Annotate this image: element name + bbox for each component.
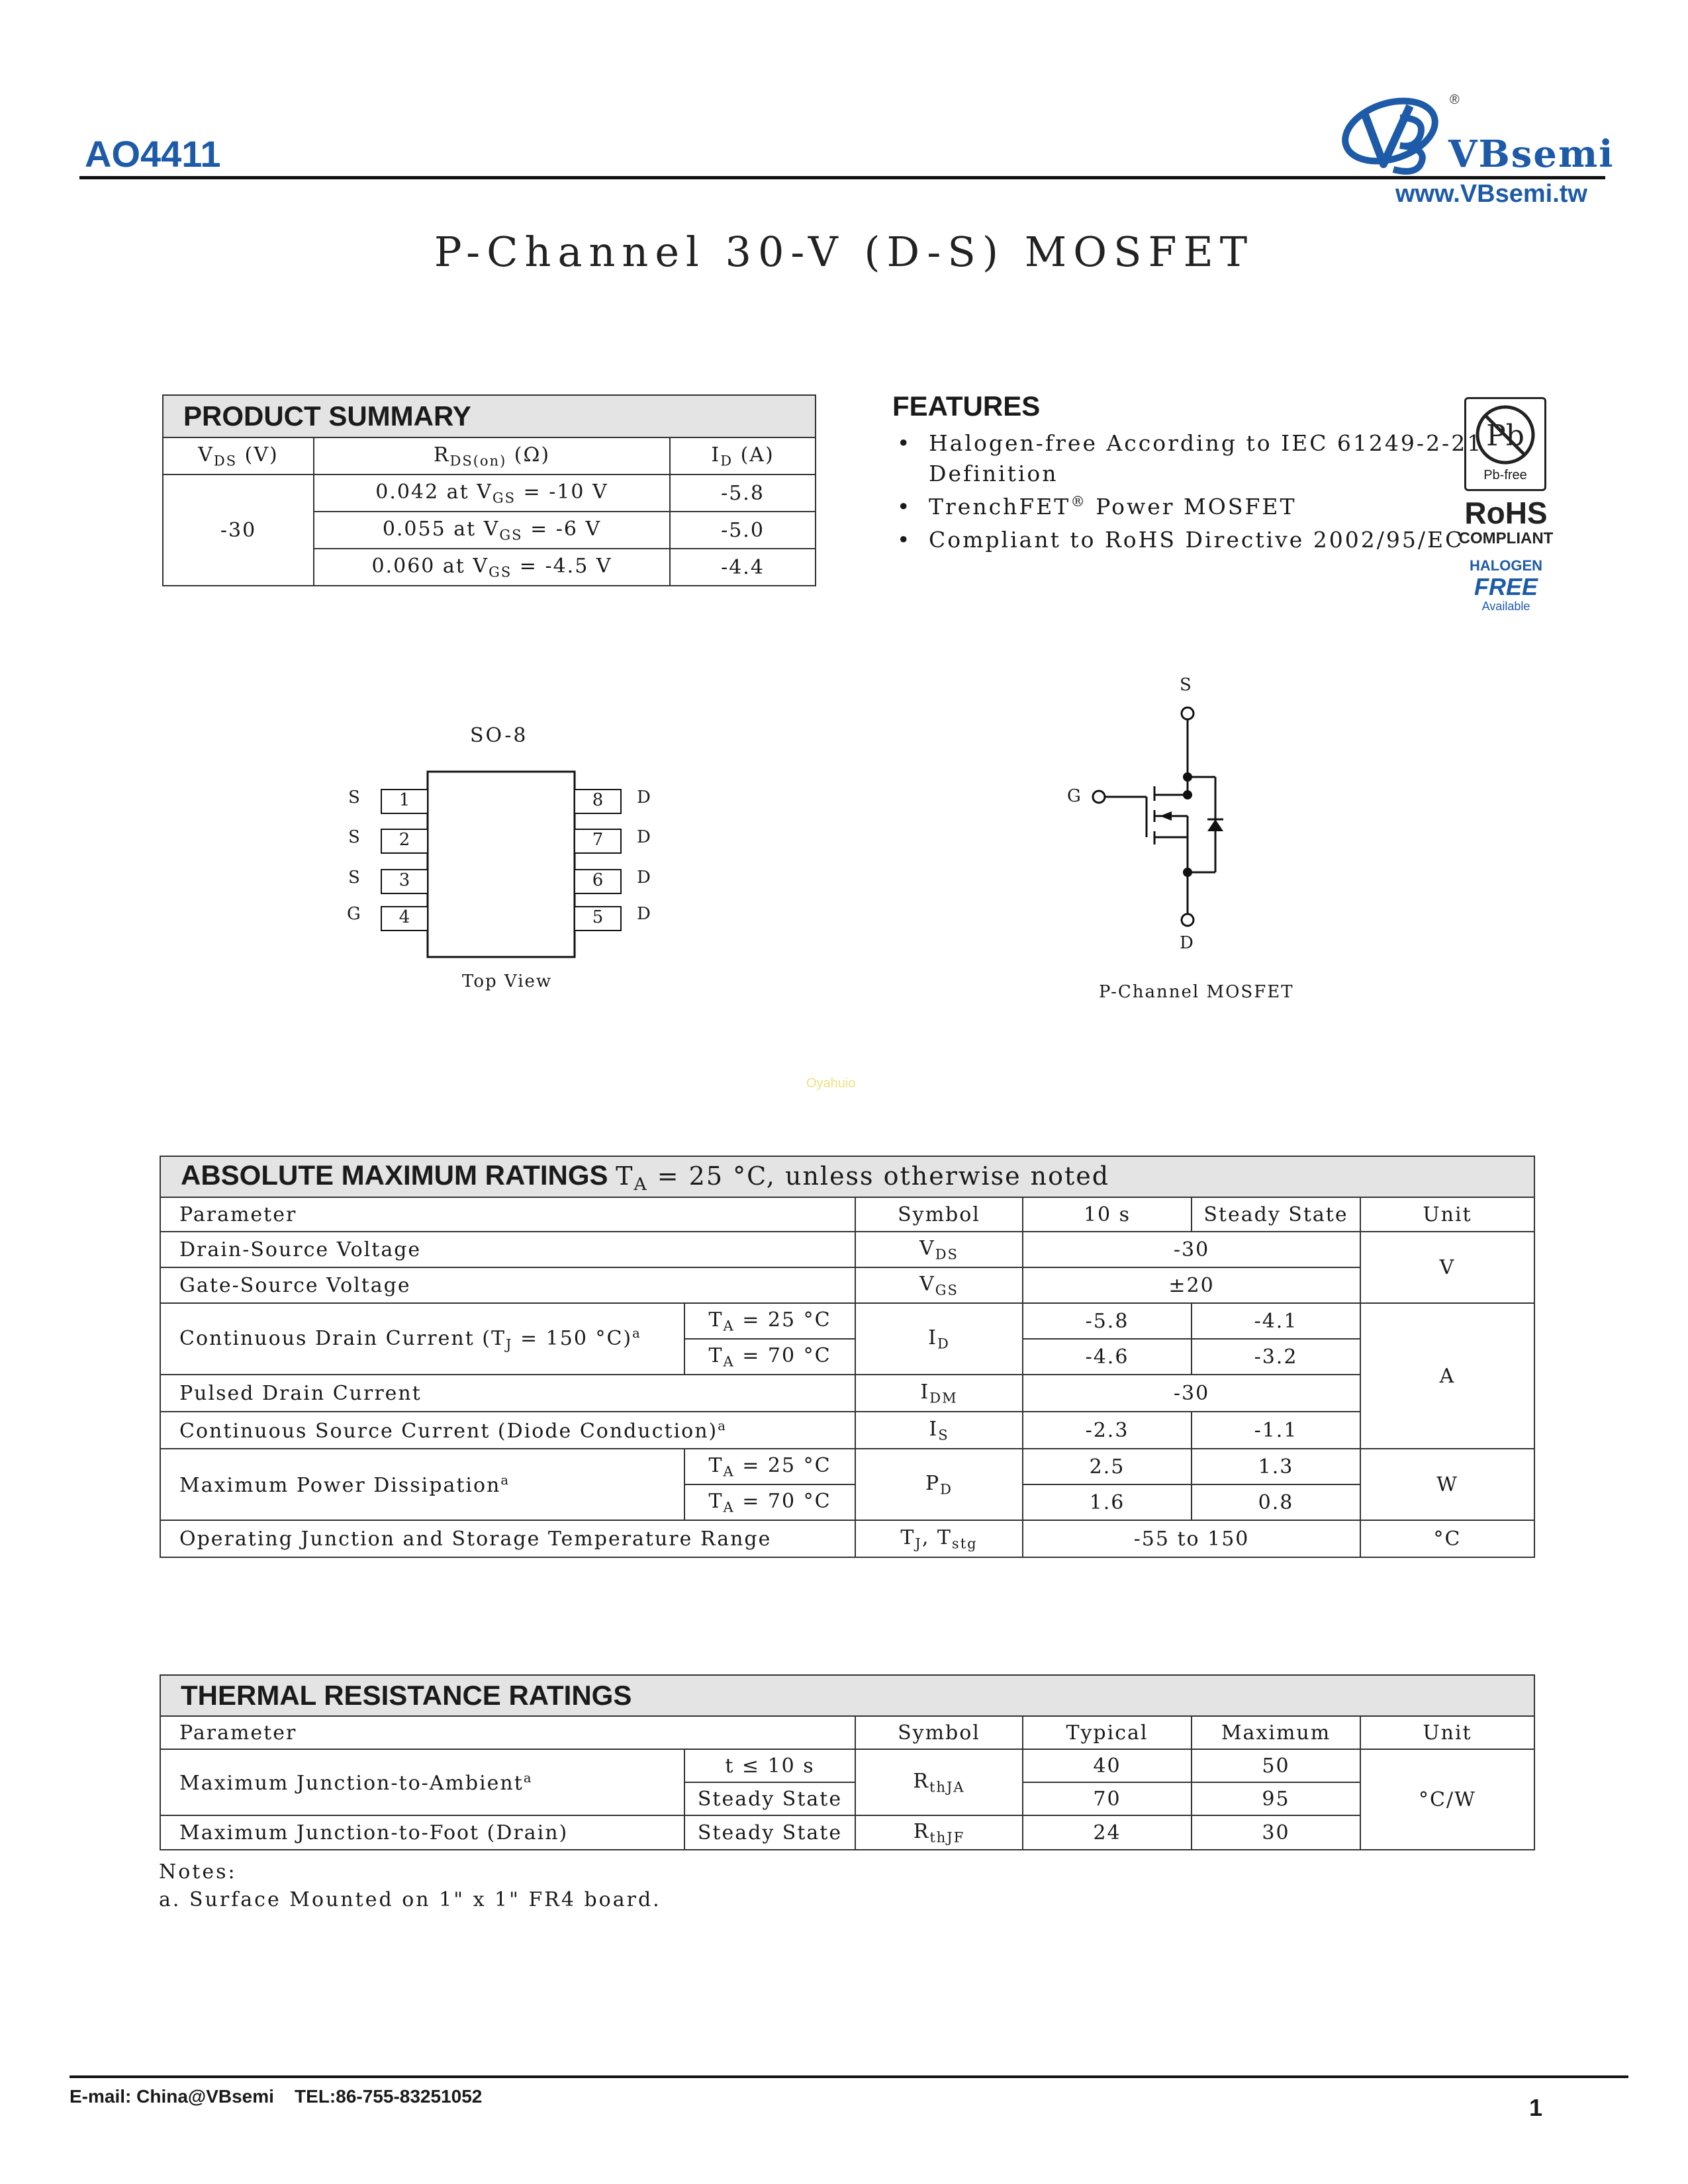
unit-cell: A: [1360, 1303, 1534, 1449]
pin-label: D: [637, 904, 651, 924]
symbol-cell: $P_D$: [855, 1449, 1023, 1520]
param-cell: Drain-Source Voltage: [160, 1232, 855, 1267]
param-cell: Pulsed Drain Current: [160, 1375, 855, 1412]
vbsemi-logo-icon: [1337, 91, 1450, 177]
value-cell: 1.6: [1023, 1484, 1192, 1520]
document-title: P-Channel 30-V (D-S) MOSFET: [434, 228, 1254, 276]
id-value: -5.8: [670, 475, 816, 512]
halogen-free-label: FREE: [1474, 573, 1538, 600]
param-cell: Maximum Junction-to-Foot (Drain): [160, 1815, 684, 1850]
value-cell: 0.8: [1192, 1484, 1360, 1520]
unit-cell: °C: [1360, 1520, 1534, 1557]
symbol-cell: $I_D$: [855, 1303, 1023, 1375]
col-unit: Unit: [1360, 1197, 1534, 1232]
pin-label: D: [637, 868, 651, 887]
page-number: 1: [1529, 2094, 1543, 2121]
product-summary-table: [162, 394, 816, 586]
condition-cell: $T_A = 70$ °C: [684, 1339, 855, 1375]
pb-free-icon: [1466, 399, 1544, 468]
package-name: SO-8: [470, 724, 528, 747]
thermal-heading: THERMAL RESISTANCE RATINGS: [160, 1675, 1534, 1716]
col-symbol: Symbol: [855, 1197, 1023, 1232]
id-value: -5.0: [670, 512, 816, 549]
value-cell: -1.1: [1192, 1412, 1360, 1449]
p-channel-mosfet-symbol-icon: [1086, 702, 1244, 940]
value-cell: 95: [1192, 1782, 1360, 1815]
condition-cell: $T_A = 25$ °C: [684, 1449, 855, 1484]
value-cell: -30: [1023, 1232, 1360, 1267]
pin-label: S: [348, 788, 360, 807]
pin-number: 4: [399, 907, 410, 927]
unit-cell: °C/W: [1360, 1749, 1534, 1850]
condition-cell: Steady State: [684, 1815, 855, 1850]
watermark: Oyahuio: [806, 1076, 856, 1091]
value-cell: -4.1: [1192, 1303, 1360, 1339]
unit-cell: V: [1360, 1232, 1534, 1303]
param-cell: Continuous Drain Current ($T_J = 150$ °C)$^a$: [160, 1303, 684, 1375]
pb-free-badge: [1464, 397, 1546, 491]
unit-cell: W: [1360, 1449, 1534, 1520]
symbol-cell: $R_{thJA}$: [855, 1749, 1023, 1815]
pin-label: G: [347, 904, 361, 924]
note-a: a. Surface Mounted on 1" x 1" FR4 board.: [159, 1888, 661, 1911]
value-cell: -5.8: [1023, 1303, 1192, 1339]
id-value: -4.4: [670, 549, 816, 586]
rds-row: 0.060 at $V_{GS} = -4.5$ V: [314, 549, 670, 586]
col-vds: $V_{DS}$ (V): [163, 437, 314, 475]
pin-label: D: [637, 788, 651, 807]
pin-number: 2: [399, 830, 410, 850]
condition-cell: $T_A = 70$ °C: [684, 1484, 855, 1520]
pin-label: S: [348, 827, 360, 847]
value-cell: 30: [1192, 1815, 1360, 1850]
value-cell: ±20: [1023, 1267, 1360, 1303]
product-summary-heading: PRODUCT SUMMARY: [163, 395, 816, 437]
pin-number: 1: [399, 790, 410, 810]
rohs-compliant-label: COMPLIANT: [1458, 529, 1554, 547]
pin-number: 7: [592, 830, 604, 850]
condition-cell: $T_A = 25$ °C: [684, 1303, 855, 1339]
value-cell: -4.6: [1023, 1339, 1192, 1375]
condition-cell: Steady State: [684, 1782, 855, 1815]
brand-url[interactable]: www.VBsemi.tw: [1395, 180, 1587, 208]
value-cell: 50: [1192, 1749, 1360, 1782]
package-view-label: Top View: [462, 972, 553, 991]
symbol-cell: $I_{DM}$: [855, 1375, 1023, 1412]
param-cell: Maximum Junction-to-Ambient$^a$: [160, 1749, 684, 1815]
registered-mark: ®: [1450, 93, 1460, 107]
halogen-label: HALOGEN: [1470, 557, 1542, 574]
param-cell: Operating Junction and Storage Temperature Range: [160, 1520, 855, 1557]
symbol-cell: $R_{thJF}$: [855, 1815, 1023, 1850]
footer-contact: E-mail: China@VBsemi TEL:86-755-83251052: [70, 2086, 483, 2107]
condition-cell: t ≤ 10 s: [684, 1749, 855, 1782]
svg-text:Pb: Pb: [1486, 419, 1524, 453]
pin-number: 3: [399, 870, 410, 890]
part-number: AO4411: [85, 133, 221, 175]
pin-label: S: [348, 868, 360, 887]
pin-number: 8: [592, 790, 604, 810]
amr-heading: ABSOLUTE MAXIMUM RATINGS $T_A = 25$ °C, unless otherwise noted: [160, 1156, 1534, 1197]
pb-free-label: Pb-free: [1483, 468, 1527, 482]
rohs-label: RoHS: [1464, 496, 1548, 530]
pin-number: 6: [592, 870, 604, 890]
col-unit: Unit: [1360, 1716, 1534, 1749]
col-symbol: Symbol: [855, 1716, 1023, 1749]
rds-row: 0.055 at $V_{GS} = -6$ V: [314, 512, 670, 549]
param-cell: Gate-Source Voltage: [160, 1267, 855, 1303]
rds-row: 0.042 at $V_{GS} = -10$ V: [314, 475, 670, 512]
gate-terminal-label: G: [1067, 786, 1081, 806]
drain-terminal-label: D: [1180, 933, 1194, 953]
col-typical: Typical: [1023, 1716, 1192, 1749]
value-cell: -2.3: [1023, 1412, 1192, 1449]
footer-rule: [70, 2075, 1628, 2078]
param-cell: Continuous Source Current (Diode Conduction)$^a$: [160, 1412, 855, 1449]
symbol-cell: $I_S$: [855, 1412, 1023, 1449]
col-parameter: Parameter: [160, 1197, 855, 1232]
pin-number: 5: [592, 907, 604, 927]
features-heading: FEATURES: [892, 390, 1041, 422]
vds-value: -30: [163, 475, 314, 586]
symbol-cell: $V_{DS}$: [855, 1232, 1023, 1267]
value-cell: 1.3: [1192, 1449, 1360, 1484]
brand-name: VBsemi: [1448, 132, 1615, 176]
symbol-cell: $V_{GS}$: [855, 1267, 1023, 1303]
value-cell: 24: [1023, 1815, 1192, 1850]
value-cell: 70: [1023, 1782, 1192, 1815]
value-cell: 2.5: [1023, 1449, 1192, 1484]
halogen-available-label: Available: [1481, 600, 1530, 613]
param-cell: Maximum Power Dissipation$^a$: [160, 1449, 684, 1520]
col-maximum: Maximum: [1192, 1716, 1360, 1749]
pin-label: D: [637, 827, 651, 847]
value-cell: 40: [1023, 1749, 1192, 1782]
col-rds: $R_{DS(on)}$ (Ω): [314, 437, 670, 475]
col-parameter: Parameter: [160, 1716, 855, 1749]
symbol-cell: $T_J$, $T_{stg}$: [855, 1520, 1023, 1557]
notes: [159, 1858, 661, 1914]
col-id: $I_D$ (A): [670, 437, 816, 475]
value-cell: -55 to 150: [1023, 1520, 1360, 1557]
value-cell: -30: [1023, 1375, 1360, 1412]
col-10s: 10 s: [1023, 1197, 1192, 1232]
symbol-caption: P-Channel MOSFET: [1099, 982, 1294, 1002]
absolute-maximum-ratings-table: [160, 1156, 1535, 1558]
source-terminal-label: S: [1180, 675, 1192, 695]
col-steady: Steady State: [1192, 1197, 1360, 1232]
thermal-resistance-table: [160, 1674, 1535, 1850]
notes-title: Notes:: [159, 1860, 237, 1884]
value-cell: -3.2: [1192, 1339, 1360, 1375]
